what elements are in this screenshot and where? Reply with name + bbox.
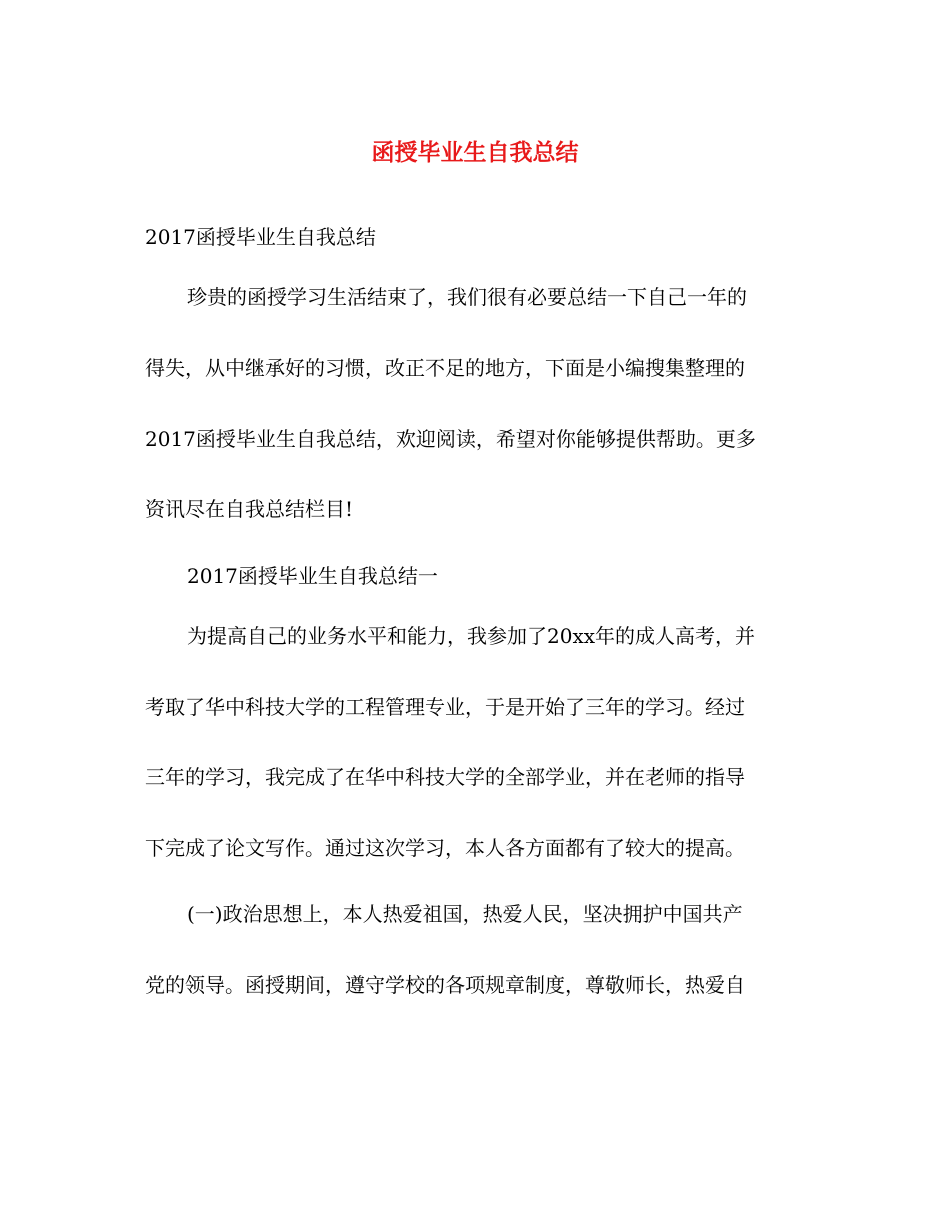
paragraph-line: 珍贵的函授学习生活结束了，我们很有必要总结一下自己一年的 [187,285,747,309]
paragraph-line: 党的领导。函授期间，遵守学校的各项规章制度，尊敬师长，热爱自 [145,973,745,997]
document-title: 函授毕业生自我总结 [371,139,579,166]
paragraph-line: 为提高自己的业务水平和能力，我参加了20xx年的成人高考，并 [187,624,756,648]
paragraph-line: 考取了华中科技大学的工程管理专业，于是开始了三年的学习。经过 [145,695,745,719]
paragraph-line: 得失，从中继承好的习惯，改正不足的地方，下面是小编搜集整理的 [145,356,745,380]
document-subtitle: 2017函授毕业生自我总结 [145,225,376,249]
paragraph-line: (一)政治思想上，本人热爱祖国，热爱人民，坚决拥护中国共产 [187,902,743,926]
paragraph-line: 下完成了论文写作。通过这次学习，本人各方面都有了较大的提高。 [145,836,745,860]
paragraph-line: 资讯尽在自我总结栏目! [145,497,354,521]
section-heading: 2017函授毕业生自我总结一 [187,564,438,588]
paragraph-line: 2017函授毕业生自我总结，欢迎阅读，希望对你能够提供帮助。更多 [145,427,756,451]
paragraph-line: 三年的学习，我完成了在华中科技大学的全部学业，并在老师的指导 [145,765,745,789]
